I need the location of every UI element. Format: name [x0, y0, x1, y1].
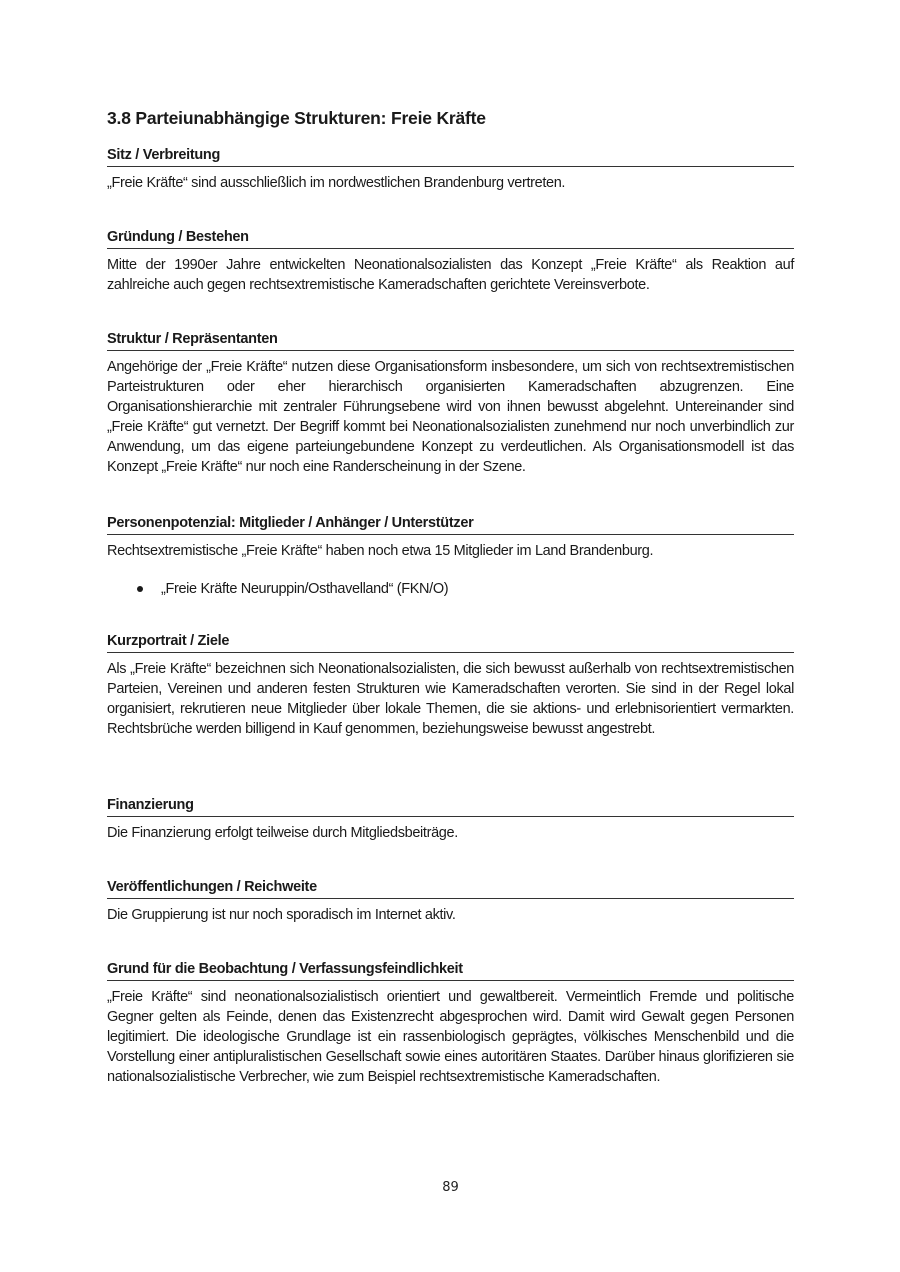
paragraph: Die Gruppierung ist nur noch sporadisch im Internet aktiv.: [107, 907, 456, 923]
list-item: [107, 579, 794, 599]
section-body: [107, 823, 794, 843]
section-personenpotenzial: [107, 515, 794, 599]
section-sitz-verbreitung: [107, 147, 794, 193]
paragraph: „Freie Kräfte“ sind neonationalsozialistisch orientiert und gewaltbereit. Vermeintlich Fremde und politische Gegner gelten als Feinde, denen das Existenzrecht abgesprochen wird. Damit wird Gewalt gegen Personen legitimiert. Die ideologische Grundlage ist ein rassenbiologisch geprägtes, völkisches Menschenbild und die Vorstellung einer antipluralistischen Gesellschaft sowie eines autoritären Staates. Darüber hinaus glorifizieren sie nationalsozialistische Verbrecher, wie zum Beispiel rechtsextremistische Kameradschaften.: [107, 989, 794, 1085]
paragraph: „Freie Kräfte“ sind ausschließlich im nordwestlichen Brandenburg vertreten.: [107, 175, 566, 191]
section-body: [107, 357, 794, 477]
section-kurzportrait-ziele: [107, 633, 794, 739]
section-body: [107, 173, 794, 193]
paragraph: Angehörige der „Freie Kräfte“ nutzen diese Organisationsform insbesondere, um sich von rechtsextremistischen Parteistrukturen oder eher hierarchisch organisierten Kameradschaften abzugrenzen. Eine Organisationshierarchie mit zentraler Führungsebene wird von ihnen bewusst abgelehnt. Untereinander sind „Freie Kräfte“ gut vernetzt. Der Begriff kommt bei Neonationalsozialisten zunehmend nur noch unverbindlich zur Anwendung, um das eigene parteiungebundene Konzept zu verdeutlichen. Als Organisationsmodell ist das Konzept „Freie Kräfte“ nur noch eine Randerscheinung in der Szene.: [107, 359, 794, 475]
section-body: [107, 659, 794, 739]
bullet-icon: [137, 586, 143, 592]
section-heading: Sitz / Verbreitung: [107, 147, 794, 167]
section-heading: Personenpotenzial: Mitglieder / Anhänger / Unterstützer: [107, 515, 794, 535]
section-heading: Finanzierung: [107, 797, 794, 817]
section-heading: Gründung / Bestehen: [107, 229, 794, 249]
section-veroeffentlichungen-reichweite: [107, 879, 794, 925]
section-heading: Veröffentlichungen / Reichweite: [107, 879, 794, 899]
paragraph: Als „Freie Kräfte“ bezeichnen sich Neonationalsozialisten, die sich bewusst außerhalb von rechtsextremistischen Parteien, Vereinen und anderen festen Strukturen wie Kameradschaften verorten. Sie sind in der Regel lokal organisiert, rekrutieren neue Mitglieder über lokale Themen, die sie aktions- und erlebnisorientiert vermarkten. Rechtsbrüche werden billigend in Kauf genommen, beziehungsweise bewusst angestrebt.: [107, 661, 794, 737]
section-body: [107, 987, 794, 1087]
bullet-list: [107, 579, 794, 599]
section-gruendung-bestehen: [107, 229, 794, 295]
section-heading: Grund für die Beobachtung / Verfassungsfeindlichkeit: [107, 961, 794, 981]
page-number: 89: [442, 1180, 459, 1195]
paragraph: Mitte der 1990er Jahre entwickelten Neonationalsozialisten das Konzept „Freie Kräfte“ als Reaktion auf zahlreiche auch gegen rechtsextremistische Kameradschaften gerichtete Vereinsverbote.: [107, 257, 794, 293]
section-body: [107, 905, 794, 925]
chapter-title: 3.8 Parteiunabhängige Strukturen: Freie Kräfte: [107, 108, 486, 128]
section-heading: Struktur / Repräsentanten: [107, 331, 794, 351]
section-struktur-repraesentanten: [107, 331, 794, 477]
paragraph: Die Finanzierung erfolgt teilweise durch Mitgliedsbeiträge.: [107, 825, 458, 841]
section-grund-beobachtung: [107, 961, 794, 1087]
list-item-text: „Freie Kräfte Neuruppin/Osthavelland“ (FKN/O): [161, 581, 449, 597]
section-body: [107, 255, 794, 295]
paragraph: Rechtsextremistische „Freie Kräfte“ haben noch etwa 15 Mitglieder im Land Brandenburg.: [107, 543, 654, 559]
section-heading: Kurzportrait / Ziele: [107, 633, 794, 653]
section-body: [107, 541, 794, 599]
section-finanzierung: [107, 797, 794, 843]
